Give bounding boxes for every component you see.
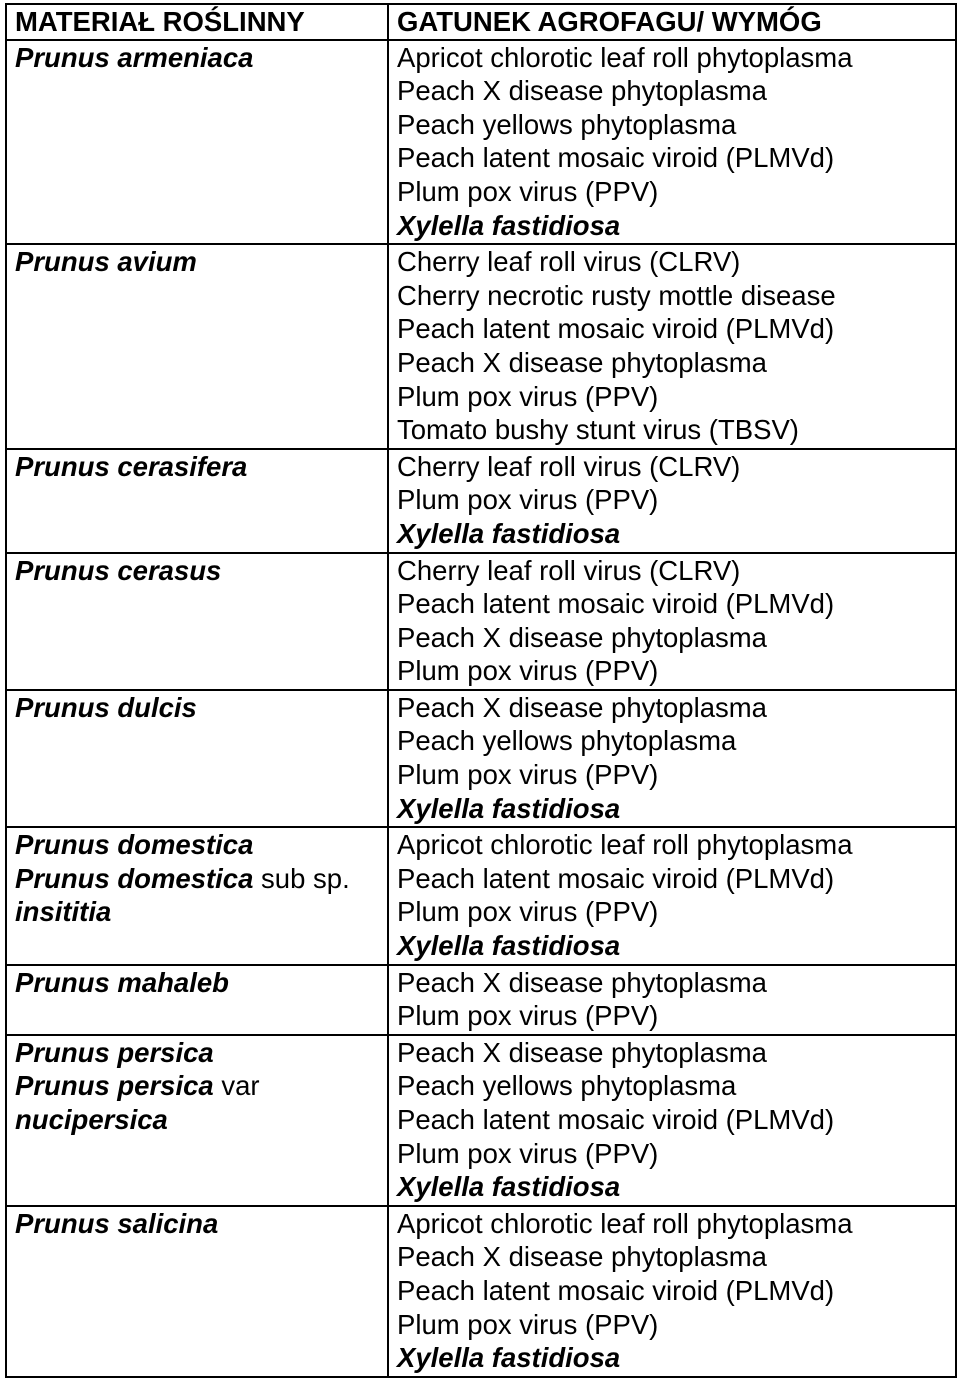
pest-name: Peach latent mosaic viroid (PLMVd) [397, 1104, 835, 1135]
pest-name: Peach latent mosaic viroid (PLMVd) [397, 862, 835, 894]
plant-species: insititia [15, 896, 112, 928]
plant-name [15, 828, 383, 862]
table-row [6, 1035, 956, 1206]
header-plant-material: MATERIAŁ ROŚLINNY [6, 4, 388, 40]
plant-material-cell [6, 690, 388, 827]
plant-name [15, 691, 383, 725]
pest-list-cell [388, 827, 956, 964]
plant-species: Prunus salicina [15, 1207, 219, 1239]
pest-name: Xylella fastidiosa [397, 1171, 621, 1203]
plant-qualifier: sub sp. [253, 862, 350, 894]
pest-list-cell [388, 40, 956, 245]
plant-name [15, 1036, 383, 1070]
plant-name [15, 1069, 383, 1103]
table-row [6, 553, 956, 690]
plant-name [15, 862, 383, 896]
pest-name: Cherry necrotic rusty mottle disease [397, 279, 836, 311]
plant-species: Prunus domestica [15, 829, 254, 861]
pest-name: Plum pox virus (PPV) [397, 175, 659, 207]
pest-name: Plum pox virus (PPV) [397, 1308, 659, 1340]
pest-name: Xylella fastidiosa [397, 930, 621, 962]
pest-list-cell [388, 1035, 956, 1206]
pest-name: Peach X disease phytoplasma [397, 621, 767, 653]
plant-name [15, 41, 383, 75]
pest-name: Plum pox virus (PPV) [397, 1137, 659, 1169]
pest-name: Cherry leaf roll virus (CLRV) [397, 450, 741, 482]
plant-material-cell [6, 553, 388, 690]
pest-name: Apricot chlorotic leaf roll phytoplasma [397, 1207, 853, 1239]
pest-name: Peach X disease phytoplasma [397, 1036, 767, 1068]
plant-species: Prunus cerasus [15, 554, 222, 586]
plant-name [15, 895, 383, 929]
pest-name: Cherry leaf roll virus (CLRV) [397, 554, 741, 586]
pest-name: Peach latent mosaic viroid (PLMVd) [397, 142, 835, 174]
pest-name: Peach yellows phytoplasma [397, 1070, 737, 1102]
plant-species: Prunus mahaleb [15, 966, 229, 998]
pest-list-cell [388, 690, 956, 827]
pest-name: Plum pox virus (PPV) [397, 896, 659, 928]
plant-material-cell [6, 40, 388, 245]
table-row [6, 1206, 956, 1377]
pest-name: Plum pox virus (PPV) [397, 759, 659, 791]
pest-name: Xylella fastidiosa [397, 517, 621, 549]
plant-pest-table [5, 3, 957, 1378]
plant-name [15, 450, 383, 484]
plant-material-cell [6, 965, 388, 1035]
pest-name: Peach latent mosaic viroid (PLMVd) [397, 313, 835, 345]
pest-name: Xylella fastidiosa [397, 1342, 621, 1374]
plant-species: Prunus armeniaca [15, 41, 254, 73]
pest-name: Peach X disease phytoplasma [397, 1241, 767, 1273]
table-row [6, 965, 956, 1035]
pest-list-cell [388, 1206, 956, 1377]
pest-name: Xylella fastidiosa [397, 209, 621, 241]
pest-name: Xylella fastidiosa [397, 792, 621, 824]
plant-name [15, 1207, 383, 1241]
table-row [6, 244, 956, 449]
pest-name: Cherry leaf roll virus (CLRV) [397, 246, 741, 278]
pest-name: Peach X disease phytoplasma [397, 346, 767, 378]
pest-name: Peach X disease phytoplasma [397, 691, 767, 723]
pest-name: Apricot chlorotic leaf roll phytoplasma [397, 41, 853, 73]
pest-name: Peach yellows phytoplasma [397, 108, 737, 140]
pest-name: Tomato bushy stunt virus (TBSV) [397, 414, 799, 446]
header-pest-requirement: GATUNEK AGROFAGU/ WYMÓG [388, 4, 956, 40]
pest-list-cell [388, 244, 956, 449]
plant-species: Prunus avium [15, 246, 197, 278]
plant-name [15, 245, 383, 279]
plant-material-cell [6, 244, 388, 449]
plant-material-cell [6, 1206, 388, 1377]
plant-species: Prunus persica [15, 1036, 214, 1068]
pest-name: Plum pox virus (PPV) [397, 380, 659, 412]
table-row [6, 40, 956, 245]
plant-name [15, 966, 383, 1000]
table-body [6, 40, 956, 1377]
plant-species: nucipersica [15, 1104, 168, 1135]
plant-name [15, 554, 383, 588]
table-header-row [6, 4, 956, 40]
plant-species: Prunus domestica [15, 862, 254, 894]
plant-species: Prunus dulcis [15, 691, 197, 723]
table-row [6, 449, 956, 553]
pest-list-cell [388, 449, 956, 553]
pest-name: Peach latent mosaic viroid (PLMVd) [397, 1274, 835, 1306]
pest-list-cell [388, 965, 956, 1035]
pest-name: Peach yellows phytoplasma [397, 725, 737, 757]
pest-name: Plum pox virus (PPV) [397, 1000, 659, 1032]
plant-species: Prunus persica [15, 1070, 214, 1102]
pest-list-cell [388, 553, 956, 690]
pest-name: Apricot chlorotic leaf roll phytoplasma [397, 829, 853, 861]
plant-species: Prunus cerasifera [15, 450, 248, 482]
pest-name: Peach X disease phytoplasma [397, 75, 767, 107]
pest-name: Plum pox virus (PPV) [397, 484, 659, 516]
pest-name: Peach X disease phytoplasma [397, 966, 767, 998]
pest-name: Plum pox virus (PPV) [397, 655, 659, 687]
table-row [6, 827, 956, 964]
table-row [6, 690, 956, 827]
plant-qualifier: var [213, 1070, 260, 1102]
plant-material-cell [6, 1035, 388, 1206]
plant-material-cell [6, 827, 388, 964]
plant-material-cell [6, 449, 388, 553]
plant-name [15, 1103, 383, 1137]
pest-name: Peach latent mosaic viroid (PLMVd) [397, 588, 835, 620]
